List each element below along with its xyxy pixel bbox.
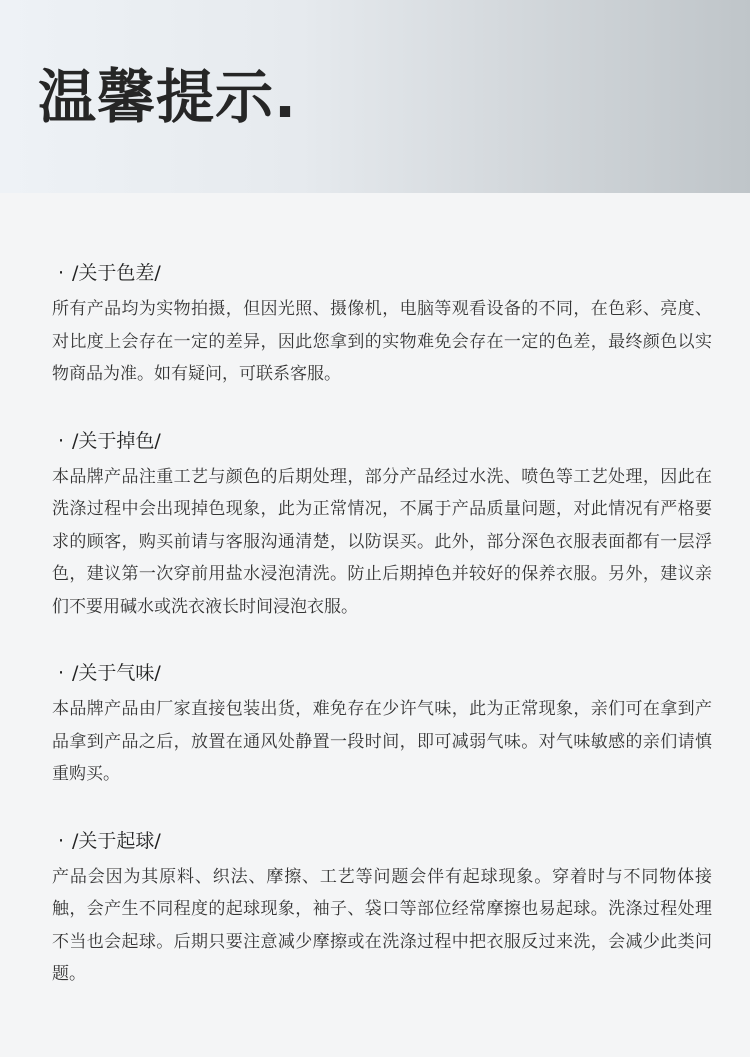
section-heading: [52, 827, 712, 855]
section-heading: [52, 259, 712, 287]
notice-sections: [52, 259, 712, 1027]
section-pilling: [52, 827, 712, 991]
section-body: 本品牌产品由厂家直接包装出货，难免存在少许气味，此为正常现象，亲们可在拿到产品拿到产品之后，放置在通风处静置一段时间，即可减弱气味。对气味敏感的亲们请慎重购买。: [52, 699, 712, 784]
section-heading-text: /关于气味/: [72, 662, 161, 684]
section-color-difference: [52, 259, 712, 391]
bullet-dot: ·: [58, 829, 65, 852]
bullet-dot: ·: [58, 262, 65, 284]
section-heading: [52, 427, 712, 455]
section-heading: [52, 659, 712, 687]
section-body: 所有产品均为实物拍摄，但因光照、摄像机，电脑等观看设备的不同，在色彩、亮度、对比度上会存在一定的差异，因此您拿到的实物难免会存在一定的色差，最终颜色以实物商品为准。如有疑问，可联系客服。: [52, 299, 712, 384]
page-title: 温馨提示.: [38, 63, 298, 131]
bullet-dot: ·: [58, 662, 65, 684]
section-heading-text: /关于色差/: [72, 262, 161, 284]
header-banner: [0, 0, 750, 193]
section-heading-text: /关于起球/: [72, 829, 161, 852]
section-fading: [52, 427, 712, 624]
section-body: 产品会因为其原料、织法、摩擦、工艺等问题会伴有起球现象。穿着时与不同物体接触，会产生不同程度的起球现象，袖子、袋口等部位经常摩擦也易起球。洗涤过程处理不当也会起球。后期只要注意减少摩擦或在洗涤过程中把衣服反过来洗，会减少此类问题。: [52, 866, 712, 984]
section-odor: [52, 659, 712, 791]
section-body: 本品牌产品注重工艺与颜色的后期处理，部分产品经过水洗、喷色等工艺处理，因此在洗涤过程中会出现掉色现象，此为正常情况，不属于产品质量问题，对此情况有严格要求的顾客，购买前请与客服沟通清楚，以防误买。此外，部分深色衣服表面都有一层浮色，建议第一次穿前用盐水浸泡清洗。防止后期掉色并较好的保养衣服。另外，建议亲们不要用碱水或洗衣液长时间浸泡衣服。: [52, 466, 712, 617]
section-heading-text: /关于掉色/: [72, 429, 161, 452]
bullet-dot: ·: [58, 429, 65, 452]
